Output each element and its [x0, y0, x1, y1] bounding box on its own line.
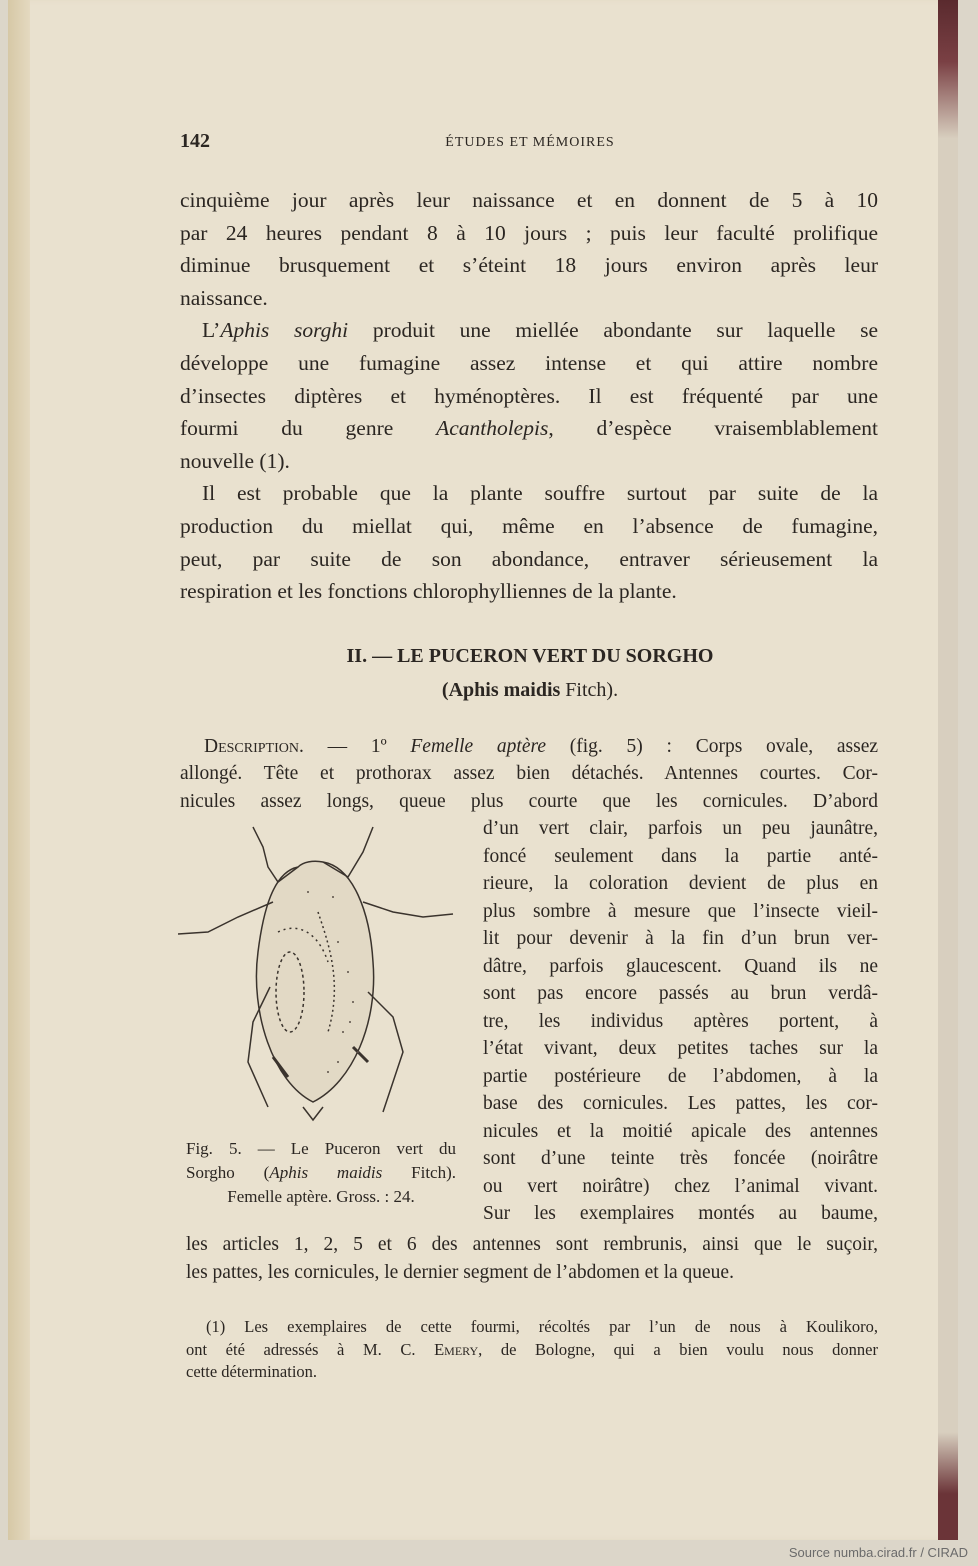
body-line: [180, 250, 878, 280]
text-run: nicules et la moitié apicale des antennes: [483, 1120, 878, 1142]
text-run: L’: [202, 318, 221, 343]
text-run: , d’espèce vraisemblablement: [548, 416, 879, 441]
footnote-line: [206, 1316, 878, 1338]
body-line: [180, 381, 878, 411]
text-run: dâtre, parfois glaucescent. Quand ils ne: [483, 955, 878, 977]
text-run: base des cornicules. Les pattes, les cor-: [483, 1093, 878, 1114]
description-line: [180, 789, 878, 815]
body-line: [180, 446, 878, 476]
text-run: l’état vivant, deux petites taches sur la: [483, 1038, 878, 1059]
body-line: [180, 511, 878, 541]
small-caps-text: Emery: [434, 1339, 479, 1359]
text-run: — 1º: [303, 736, 411, 757]
text-run: cinquième jour après leur naissance et en donnent de 5 à 10: [180, 188, 878, 212]
text-run: diminue brusquement et s’éteint 18 jours environ après leur: [180, 253, 878, 278]
italic-text: Aphis sorghi: [220, 318, 349, 343]
footnote-line: [186, 1361, 878, 1383]
description-line: [483, 816, 878, 842]
text-run: production du miellat qui, même en l’absence de fumagine,: [180, 514, 878, 538]
figure-caption-line: [186, 1138, 456, 1160]
text-run: partie postérieure de l’abdomen, à la: [483, 1065, 878, 1087]
description-line: [483, 844, 878, 870]
text-run: sont d’une teinte très foncée (noirâtre: [483, 1148, 878, 1169]
body-line: [180, 348, 878, 378]
body-line: [202, 478, 878, 508]
text-run: (1) Les exemplaires de cette fourmi, récoltés par l’un de nous à Koulikoro,: [206, 1317, 878, 1336]
description-line: [483, 1009, 878, 1035]
running-title: ÉTUDES ET MÉMOIRES: [445, 135, 615, 150]
text-run: Fig. 5. — Le Puceron vert du: [186, 1139, 456, 1158]
description-line: [180, 761, 878, 787]
description-line: [186, 1260, 878, 1286]
description-line: [483, 1146, 878, 1172]
text-run: développe une fumagine assez intense et qui attire nombre: [180, 351, 878, 375]
source-credit: Source numba.cirad.fr / CIRAD: [788, 1545, 968, 1560]
small-caps-text: Description.: [204, 736, 304, 757]
text-run: Sorgho (: [186, 1163, 270, 1182]
italic-text: Aphis maidis: [269, 1163, 383, 1182]
text-run: respiration et les fonctions chlorophylliennes de la plante.: [180, 579, 677, 604]
text-run: d’insectes diptères et hyménoptères. Il est fréquenté par une: [180, 383, 878, 408]
text-run: fourmi du genre: [180, 416, 437, 441]
description-line: [483, 1091, 878, 1117]
body-line: [180, 576, 878, 606]
description-line: [483, 1119, 878, 1145]
figure-caption-line: [186, 1162, 456, 1184]
text-run: ont été adressés à M. C.: [186, 1339, 435, 1359]
text-run: ou vert noirâtre) chez l’animal vivant.: [483, 1175, 878, 1197]
text-run: peut, par suite de son abondance, entraver sérieusement la: [180, 546, 878, 571]
body-line: [180, 544, 878, 574]
body-line: [180, 218, 878, 248]
text-run: produit une miellée abondante sur laquelle se: [348, 318, 878, 343]
description-line: [483, 926, 878, 952]
text-run: Fitch).: [382, 1163, 457, 1182]
body-line: [180, 413, 878, 443]
body-line: [180, 283, 878, 313]
description-line: [483, 871, 878, 897]
text-run: Il est probable que la plante souffre surtout par suite de la: [202, 481, 878, 506]
italic-text: Acantholepis: [436, 416, 549, 441]
text-run: allongé. Tête et prothorax assez bien détachés. Antennes courtes. Cor-: [180, 763, 878, 785]
text-run: sont pas encore passés au brun verdâ-: [483, 983, 878, 1004]
text-run: par 24 heures pendant 8 à 10 jours ; puis leur faculté prolifique: [180, 220, 878, 245]
book-binding: [938, 0, 958, 1540]
section-heading: II. — LE PUCERON VERT DU SORGHO: [346, 645, 714, 667]
body-line: [180, 185, 878, 215]
description-line: [483, 954, 878, 980]
description-line: [204, 734, 878, 760]
text-run: lit pour devenir à la fin d’un brun ver-: [483, 928, 878, 949]
footnote-line: [186, 1339, 878, 1361]
italic-text: Femelle aptère: [410, 736, 547, 757]
section-subheading: [180, 675, 880, 705]
text-run: les articles 1, 2, 5 et 6 des antennes sont rembrunis, ainsi que le suçoir,: [186, 1234, 878, 1255]
text-run: nouvelle (1).: [180, 448, 290, 473]
text-run: rieure, la coloration devient de plus en: [483, 873, 878, 894]
text-run: Sur les exemplaires montés au baume,: [483, 1203, 878, 1224]
page-number: 142: [180, 130, 210, 152]
text-run: les pattes, les cornicules, le dernier segment de l’abdomen et la queue.: [186, 1261, 734, 1283]
description-line: [483, 899, 878, 925]
text-run: Femelle aptère. Gross. : 24.: [227, 1187, 415, 1206]
description-line: [483, 1064, 878, 1090]
text-run: plus sombre à mesure que l’insecte vieil-: [483, 900, 878, 922]
text-run: naissance.: [180, 285, 268, 310]
description-line: [483, 1201, 878, 1227]
text-run: cette détermination.: [186, 1362, 318, 1381]
text-run: , de Bologne, qui a bien voulu nous donner: [478, 1339, 878, 1359]
body-line: [202, 315, 878, 345]
description-line: [483, 1036, 878, 1062]
text-run: tre, les individus aptères portent, à: [483, 1010, 878, 1032]
species-author: Fitch).: [565, 679, 619, 701]
description-line: [483, 981, 878, 1007]
text-run: nicules assez longs, queue plus courte que les cornicules. D’abord: [180, 790, 878, 812]
text-run: foncé seulement dans la partie anté-: [483, 845, 878, 867]
text-run: d’un vert clair, parfois un peu jaunâtre,: [483, 818, 878, 839]
description-line: [186, 1232, 878, 1258]
page-edge: [8, 0, 30, 1540]
text-run: (fig. 5) : Corps ovale, assez: [546, 736, 879, 757]
aphid-illustration: [178, 822, 460, 1122]
description-line: [483, 1174, 878, 1200]
species-name: (Aphis maidis: [441, 679, 561, 701]
figure-caption-line: [186, 1186, 456, 1208]
